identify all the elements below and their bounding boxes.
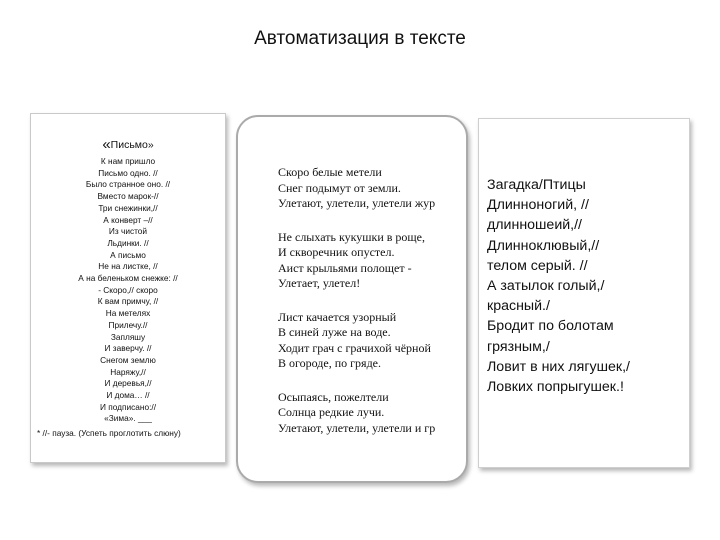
- poem-line: - Скоро,// скоро: [98, 284, 158, 295]
- poem-line: Скоро белые метели: [278, 165, 382, 179]
- poem-line: Снег подымут от земли.: [278, 180, 401, 195]
- poem-line: К вам примчу, //: [97, 296, 159, 307]
- poem-line: Лист качается узорный: [278, 309, 397, 324]
- poem-line: Не слыхать кукушки в роще,: [278, 229, 425, 244]
- birds-poem-panel: [236, 115, 468, 483]
- poem-stanza: [278, 230, 466, 292]
- letter-poem-heading: [31, 138, 225, 152]
- riddle-line: Длинноклювый,//: [487, 237, 600, 254]
- poem-line: В огороде, по гряде.: [278, 356, 382, 370]
- letter-poem-panel: [30, 113, 226, 463]
- poem-line: Улетает, улетел!: [278, 276, 361, 290]
- riddle-line: длинношеий,//: [487, 217, 582, 234]
- poem-line: В синей луже на воде.: [278, 325, 391, 339]
- poem-line: И подписано://: [99, 401, 157, 412]
- poem-line: Не на листке, //: [98, 261, 158, 272]
- poem-line: И деревья,//: [104, 378, 152, 389]
- poem-line: К нам пришло: [100, 156, 156, 166]
- riddle-line: телом серый. //: [487, 257, 588, 274]
- open-quote-mark: «: [102, 136, 111, 153]
- riddle-line: Ловит в них лягушек,/: [487, 358, 630, 375]
- poem-line: Письмо одно. //: [98, 167, 158, 178]
- poem-line: Улетают, улетели, улетели и гр: [278, 420, 436, 435]
- poem-line: Из чистой: [108, 226, 148, 237]
- poem-line: Осыпаясь, пожелтели: [278, 389, 389, 404]
- riddle-line: красный./: [487, 298, 550, 315]
- poem-line: Запляшу: [110, 331, 146, 342]
- poem-line: Три снежинки,//: [98, 202, 158, 213]
- poem-line: Солнца редкие лучи.: [278, 405, 385, 419]
- poem-line: Прилечу.//: [108, 319, 148, 330]
- poem-line: Улетают, улетели, улетели жур: [278, 196, 436, 210]
- poem-line: А письмо: [110, 249, 146, 260]
- poem-line: Наряжу,//: [110, 366, 146, 377]
- riddle-panel: [478, 118, 690, 468]
- poem-stanza: [278, 390, 466, 437]
- slide-title: Автоматизация в тексте: [254, 28, 466, 49]
- poem-line: И дома… //: [106, 390, 150, 401]
- poem-line: Льдинки. //: [107, 237, 149, 248]
- poem-line: И скворечник опустел.: [278, 245, 395, 259]
- letter-poem-title: Письмо»: [110, 139, 154, 151]
- poem-line: «Зима». ___: [104, 413, 152, 424]
- riddle-line: Ловких попрыгушек.!: [487, 379, 624, 396]
- poem-line: А конверт –//: [103, 214, 153, 225]
- poem-line: Ходит грач с грачихой чёрной: [278, 340, 431, 355]
- poem-stanza: [278, 165, 466, 212]
- poem-line: А на беленьком снежке: //: [78, 273, 178, 284]
- poem-line: И заверчу. //: [104, 343, 152, 354]
- poem-stanza: [278, 310, 466, 372]
- riddle-line: А затылок голый,/: [487, 278, 605, 295]
- poem-line: Вместо марок-//: [97, 191, 159, 202]
- poem-line: На метелях: [105, 308, 151, 319]
- poem-line: Снегом землю: [100, 354, 156, 365]
- pause-footnote: * //- пауза. (Успеть проглотить слюну): [37, 428, 181, 439]
- riddle-line: Длинноногий, //: [487, 197, 589, 214]
- poem-line: Было странное оно. //: [85, 179, 171, 190]
- riddle-line: грязным,/: [487, 338, 550, 355]
- riddle-heading: Загадка/Птицы: [487, 177, 586, 193]
- poem-line: Аист крыльями полощет -: [278, 260, 412, 275]
- riddle-line: Бродит по болотам: [487, 318, 614, 335]
- letter-poem-lines: [31, 156, 225, 425]
